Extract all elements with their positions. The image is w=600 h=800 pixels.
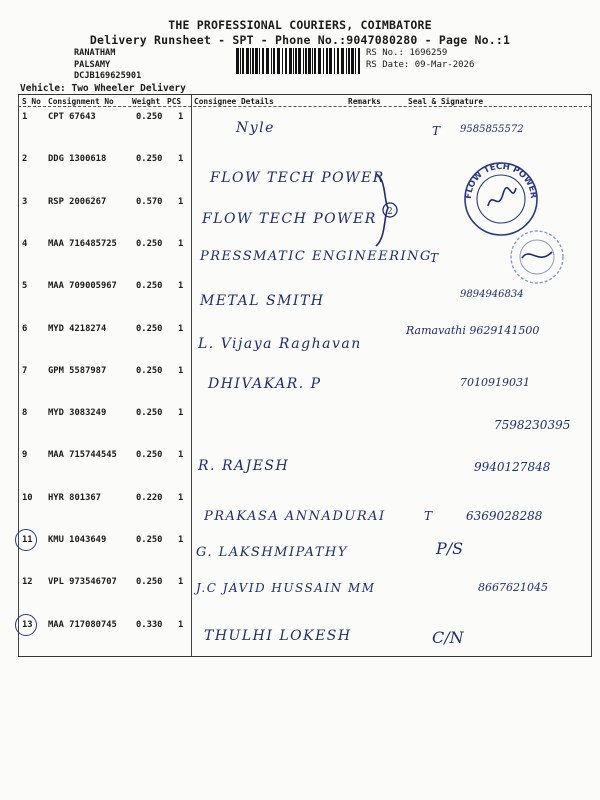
consignee-handwriting: PRESSMATIC ENGINEERING (200, 248, 432, 264)
staff-info (20, 48, 141, 83)
serial-number: 12 (22, 577, 33, 588)
consignment-number: VPL 973546707 (48, 577, 117, 588)
consignment-number: MAA 716485725 (48, 238, 117, 249)
weight-value: 0.220 (136, 492, 163, 503)
pieces-count: 1 (178, 492, 184, 503)
remark-mark: P/S (436, 539, 464, 558)
pieces-count: 1 (178, 450, 184, 461)
weight-value: 0.570 (136, 196, 163, 207)
consignment-number: KMU 1043649 (48, 535, 107, 545)
serial-number: 11 (22, 535, 33, 545)
remark-mark: T (430, 250, 439, 265)
col-header-pcs: PCS (167, 97, 182, 106)
consignment-number: GPM 5587987 (48, 365, 107, 376)
weight-value: 0.250 (136, 323, 163, 334)
barcode-image (236, 48, 362, 74)
consignment-number: MYD 4218274 (48, 323, 107, 334)
faded-seal-stamp (508, 228, 566, 286)
staff-name-line1: RANATHAM (74, 48, 116, 58)
consignee-handwriting: Nyle (236, 120, 275, 136)
weight-value: 0.250 (136, 450, 163, 461)
table-row (0, 535, 600, 577)
weight-value: 0.250 (136, 154, 163, 165)
weight-value: 0.250 (136, 281, 163, 292)
serial-number: 3 (22, 196, 28, 207)
serial-number: 2 (22, 154, 28, 165)
signature-phone: 7010919031 (460, 375, 530, 389)
runsheet-subtitle: Delivery Runsheet - SPT - Phone No.:9047080280 - Page No.:1 (89, 33, 511, 47)
table-row (0, 324, 600, 366)
consignment-number: MYD 3083249 (48, 408, 107, 419)
table-top-rule (18, 94, 592, 95)
svg-text:FLOW TECH POWER (464, 162, 538, 200)
grouping-brace (372, 172, 398, 248)
consignee-handwriting: FLOW TECH POWER (210, 170, 385, 187)
pieces-count: 1 (178, 112, 184, 122)
company-title: THE PROFESSIONAL COURIERS, COIMBATORE (168, 18, 432, 32)
serial-number: 8 (22, 408, 28, 419)
pieces-count: 1 (178, 619, 184, 630)
rs-date: RS Date: 09-Mar-2026 (366, 60, 475, 70)
col-header-weight: Weight (132, 97, 161, 106)
consignee-handwriting: L. Vijaya Raghavan (198, 335, 362, 352)
serial-number: 1 (22, 112, 28, 122)
consignment-number: HYR 801367 (48, 492, 101, 503)
serial-number: 13 (22, 619, 33, 630)
remark-mark: C/N (432, 627, 464, 647)
consignment-number: CPT 67643 (48, 112, 96, 122)
consignment-number: MAA 717080745 (48, 619, 117, 630)
vehicle-label: Vehicle: Two Wheeler Delivery (20, 83, 186, 94)
table-row (0, 112, 600, 154)
serial-number: 4 (22, 238, 28, 249)
company-seal-stamp (462, 160, 540, 238)
signature-phone: 6369028288 (466, 508, 543, 523)
pieces-count: 1 (178, 154, 184, 165)
consignee-handwriting: R. RAJESH (198, 458, 290, 475)
weight-value: 0.250 (136, 238, 163, 249)
col-header-remarks: Remarks (348, 97, 381, 106)
pieces-count: 1 (178, 535, 184, 545)
table-row (0, 493, 600, 535)
consignment-number: MAA 715744545 (48, 450, 117, 461)
consignee-handwriting: PRAKASA ANNADURAI (204, 508, 386, 524)
weight-value: 0.250 (136, 408, 163, 419)
pieces-count: 1 (178, 238, 184, 249)
serial-number: 6 (22, 323, 28, 334)
staff-name-line2: PALSAMY (74, 59, 111, 70)
consignment-number: DDG 1300618 (48, 154, 107, 165)
serial-number: 7 (22, 365, 28, 376)
consignment-number: RSP 2006267 (48, 196, 107, 207)
pieces-count: 1 (178, 196, 184, 207)
weight-value: 0.250 (136, 365, 163, 376)
signature-phone: 9940127848 (474, 460, 551, 475)
consignment-number: MAA 709005967 (48, 281, 117, 292)
serial-number: 5 (22, 281, 28, 292)
rs-info (366, 47, 474, 71)
remark-mark: T (432, 124, 441, 138)
serial-number: 10 (22, 492, 33, 503)
pieces-count: 1 (178, 408, 184, 419)
consignee-handwriting: THULHI LOKESH (204, 627, 352, 644)
signature-phone: 9585855572 (460, 124, 524, 135)
stamp-text: FLOW TECH POWER (463, 161, 539, 200)
weight-value: 0.250 (136, 112, 163, 122)
table-row (0, 450, 600, 492)
pieces-count: 1 (178, 365, 184, 376)
svg-text:2: 2 (387, 207, 393, 217)
staff-id: DCJB169625901 (74, 71, 142, 81)
table-row (0, 366, 600, 408)
weight-value: 0.250 (136, 535, 163, 545)
col-header-consignment: Consignment No (48, 97, 114, 106)
col-header-consignee: Consignee Details (194, 97, 274, 106)
consignee-handwriting: DHIVAKAR. P (208, 375, 322, 392)
consignee-handwriting: METAL SMITH (200, 293, 325, 310)
signature-phone: 9894946834 (460, 289, 524, 301)
weight-value: 0.250 (136, 577, 163, 588)
table-row (0, 577, 600, 619)
header-rule (18, 106, 592, 107)
consignee-handwriting: G. LAKSHMIPATHY (196, 545, 348, 560)
table-row (0, 281, 600, 323)
serial-number: 9 (22, 450, 28, 461)
signature-phone: 8667621045 (478, 581, 548, 595)
col-header-sno: S No (22, 97, 41, 106)
col-header-seal: Seal & Signature (408, 97, 484, 106)
weight-value: 0.330 (136, 619, 163, 630)
signature-phone: Ramavathi 9629141500 (406, 323, 540, 337)
pieces-count: 1 (178, 323, 184, 334)
table-row (0, 620, 600, 662)
signature-phone: 7598230395 (494, 418, 571, 433)
table-row (0, 408, 600, 450)
pieces-count: 1 (178, 577, 184, 588)
consignee-handwriting: FLOW TECH POWER (202, 210, 377, 227)
consignee-handwriting: J.C JAVID HUSSAIN MM (196, 581, 376, 596)
rs-number: RS No.: 1696259 (366, 48, 448, 58)
pieces-count: 1 (178, 281, 184, 292)
remark-mark: T (424, 508, 433, 523)
